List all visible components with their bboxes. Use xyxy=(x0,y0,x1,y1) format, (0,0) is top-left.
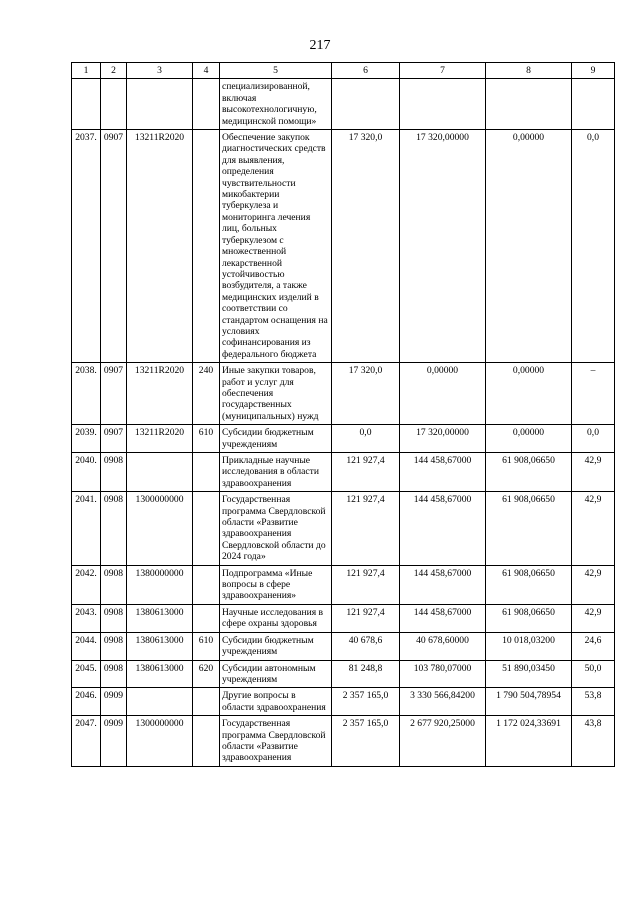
column-header: 2 xyxy=(101,63,127,79)
section-code-cell: 0909 xyxy=(101,688,127,716)
target-article-cell: 13211R2020 xyxy=(127,363,193,425)
section-code-cell: 0907 xyxy=(101,363,127,425)
value-cell-col7: 144 458,67000 xyxy=(400,565,486,604)
expense-type-cell xyxy=(193,565,220,604)
expense-type-cell: 610 xyxy=(193,425,220,453)
section-code-cell xyxy=(101,79,127,130)
target-article-cell xyxy=(127,79,193,130)
expense-type-cell xyxy=(193,492,220,565)
page-number: 217 xyxy=(309,38,331,53)
section-code-cell: 0908 xyxy=(101,604,127,632)
item-name-cell: Научные исследования в сфере охраны здоровья xyxy=(220,604,332,632)
value-cell-col7: 144 458,67000 xyxy=(400,492,486,565)
item-name-cell: Подпрограмма «Иные вопросы в сфере здравоохранения» xyxy=(220,565,332,604)
row-number-cell: 2045. xyxy=(72,660,101,688)
column-header: 4 xyxy=(193,63,220,79)
value-cell-col8: 51 890,03450 xyxy=(486,660,572,688)
value-cell-col7: 2 677 920,25000 xyxy=(400,716,486,767)
value-cell-col8: 0,00000 xyxy=(486,130,572,363)
value-cell-col7: 3 330 566,84200 xyxy=(400,688,486,716)
row-number-cell: 2042. xyxy=(72,565,101,604)
value-cell-col8: 10 018,03200 xyxy=(486,632,572,660)
budget-table xyxy=(71,62,615,767)
table-row xyxy=(72,425,615,453)
row-number-cell: 2044. xyxy=(72,632,101,660)
row-number-cell: 2041. xyxy=(72,492,101,565)
row-number-cell: 2046. xyxy=(72,688,101,716)
value-cell-col7: 17 320,00000 xyxy=(400,130,486,363)
table-row xyxy=(72,565,615,604)
row-number-cell: 2038. xyxy=(72,363,101,425)
section-code-cell: 0908 xyxy=(101,565,127,604)
target-article-cell xyxy=(127,688,193,716)
item-name-cell: Иные закупки товаров, работ и услуг для обеспечения государственных (муниципальных) нужд xyxy=(220,363,332,425)
value-cell-col7: 144 458,67000 xyxy=(400,453,486,492)
item-name-cell: Субсидии бюджетным учреждениям xyxy=(220,425,332,453)
value-cell-col7: 40 678,60000 xyxy=(400,632,486,660)
table-row xyxy=(72,604,615,632)
value-cell-col9: 42,9 xyxy=(572,565,615,604)
value-cell-col9: 53,8 xyxy=(572,688,615,716)
target-article-cell: 13211R2020 xyxy=(127,130,193,363)
row-number-cell: 2047. xyxy=(72,716,101,767)
section-code-cell: 0908 xyxy=(101,492,127,565)
section-code-cell: 0908 xyxy=(101,660,127,688)
target-article-cell: 1300000000 xyxy=(127,492,193,565)
item-name-cell: Субсидии бюджетным учреждениям xyxy=(220,632,332,660)
value-cell-col7: 103 780,07000 xyxy=(400,660,486,688)
target-article-cell: 1380613000 xyxy=(127,632,193,660)
value-cell-col8: 61 908,06650 xyxy=(486,453,572,492)
value-cell-col8: 0,00000 xyxy=(486,425,572,453)
column-header: 3 xyxy=(127,63,193,79)
target-article-cell xyxy=(127,453,193,492)
target-article-cell: 1300000000 xyxy=(127,716,193,767)
table-row xyxy=(72,453,615,492)
column-header: 9 xyxy=(572,63,615,79)
table-body xyxy=(72,79,615,766)
value-cell-col9: 42,9 xyxy=(572,492,615,565)
value-cell-col7: 17 320,00000 xyxy=(400,425,486,453)
expense-type-cell xyxy=(193,130,220,363)
section-code-cell: 0907 xyxy=(101,425,127,453)
expense-type-cell xyxy=(193,453,220,492)
item-name-cell: Другие вопросы в области здравоохранения xyxy=(220,688,332,716)
expense-type-cell xyxy=(193,604,220,632)
section-code-cell: 0909 xyxy=(101,716,127,767)
item-name-cell: Государственная программа Свердловской области «Развитие здравоохранения Свердловской области до 2024 года» xyxy=(220,492,332,565)
value-cell-col8 xyxy=(486,79,572,130)
row-number-cell: 2040. xyxy=(72,453,101,492)
expense-type-cell xyxy=(193,79,220,130)
section-code-cell: 0907 xyxy=(101,130,127,363)
value-cell-col9: 43,8 xyxy=(572,716,615,767)
value-cell-col9: 42,9 xyxy=(572,604,615,632)
value-cell-col7: 0,00000 xyxy=(400,363,486,425)
value-cell-col8: 1 172 024,33691 xyxy=(486,716,572,767)
value-cell-col6: 2 357 165,0 xyxy=(332,688,400,716)
table-row xyxy=(72,688,615,716)
value-cell-col9: 0,0 xyxy=(572,425,615,453)
value-cell-col6: 17 320,0 xyxy=(332,130,400,363)
column-header: 7 xyxy=(400,63,486,79)
section-code-cell: 0908 xyxy=(101,453,127,492)
row-number-cell xyxy=(72,79,101,130)
item-name-cell: Обеспечение закупок диагностических средств для выявления, определения чувствительности микобактерии туберкулеза и мониторинга лечения лиц, больных туберкулезом с множественной лекарственной устойчивостью возбудителя, а также медицинских изделий в соответствии со стандартом оснащения на условиях софинансирования из федерального бюджета xyxy=(220,130,332,363)
value-cell-col6: 121 927,4 xyxy=(332,565,400,604)
value-cell-col6: 40 678,6 xyxy=(332,632,400,660)
value-cell-col8: 1 790 504,78954 xyxy=(486,688,572,716)
table-header-row xyxy=(72,63,615,79)
section-code-cell: 0908 xyxy=(101,632,127,660)
value-cell-col6: 0,0 xyxy=(332,425,400,453)
table-row xyxy=(72,130,615,363)
value-cell-col8: 61 908,06650 xyxy=(486,565,572,604)
column-header: 5 xyxy=(220,63,332,79)
item-name-cell: специализированной, включая высокотехнологичную, медицинской помощи» xyxy=(220,79,332,130)
value-cell-col9: 0,0 xyxy=(572,130,615,363)
table-row xyxy=(72,79,615,130)
expense-type-cell: 240 xyxy=(193,363,220,425)
target-article-cell: 1380000000 xyxy=(127,565,193,604)
value-cell-col6: 2 357 165,0 xyxy=(332,716,400,767)
value-cell-col6: 121 927,4 xyxy=(332,604,400,632)
expense-type-cell: 610 xyxy=(193,632,220,660)
table-row xyxy=(72,716,615,767)
table-row xyxy=(72,363,615,425)
value-cell-col8: 0,00000 xyxy=(486,363,572,425)
table-row xyxy=(72,632,615,660)
value-cell-col6: 81 248,8 xyxy=(332,660,400,688)
expense-type-cell xyxy=(193,716,220,767)
row-number-cell: 2043. xyxy=(72,604,101,632)
value-cell-col9: 50,0 xyxy=(572,660,615,688)
value-cell-col6: 121 927,4 xyxy=(332,453,400,492)
value-cell-col8: 61 908,06650 xyxy=(486,604,572,632)
item-name-cell: Государственная программа Свердловской области «Развитие здравоохранения xyxy=(220,716,332,767)
value-cell-col6: 121 927,4 xyxy=(332,492,400,565)
value-cell-col9: – xyxy=(572,363,615,425)
value-cell-col7: 144 458,67000 xyxy=(400,604,486,632)
column-header: 8 xyxy=(486,63,572,79)
value-cell-col6 xyxy=(332,79,400,130)
value-cell-col7 xyxy=(400,79,486,130)
value-cell-col9 xyxy=(572,79,615,130)
expense-type-cell: 620 xyxy=(193,660,220,688)
item-name-cell: Субсидии автономным учреждениям xyxy=(220,660,332,688)
expense-type-cell xyxy=(193,688,220,716)
value-cell-col8: 61 908,06650 xyxy=(486,492,572,565)
value-cell-col9: 24,6 xyxy=(572,632,615,660)
row-number-cell: 2037. xyxy=(72,130,101,363)
target-article-cell: 1380613000 xyxy=(127,660,193,688)
target-article-cell: 13211R2020 xyxy=(127,425,193,453)
table-row xyxy=(72,660,615,688)
value-cell-col6: 17 320,0 xyxy=(332,363,400,425)
target-article-cell: 1380613000 xyxy=(127,604,193,632)
column-header: 6 xyxy=(332,63,400,79)
value-cell-col9: 42,9 xyxy=(572,453,615,492)
column-header: 1 xyxy=(72,63,101,79)
item-name-cell: Прикладные научные исследования в области здравоохранения xyxy=(220,453,332,492)
row-number-cell: 2039. xyxy=(72,425,101,453)
table-row xyxy=(72,492,615,565)
